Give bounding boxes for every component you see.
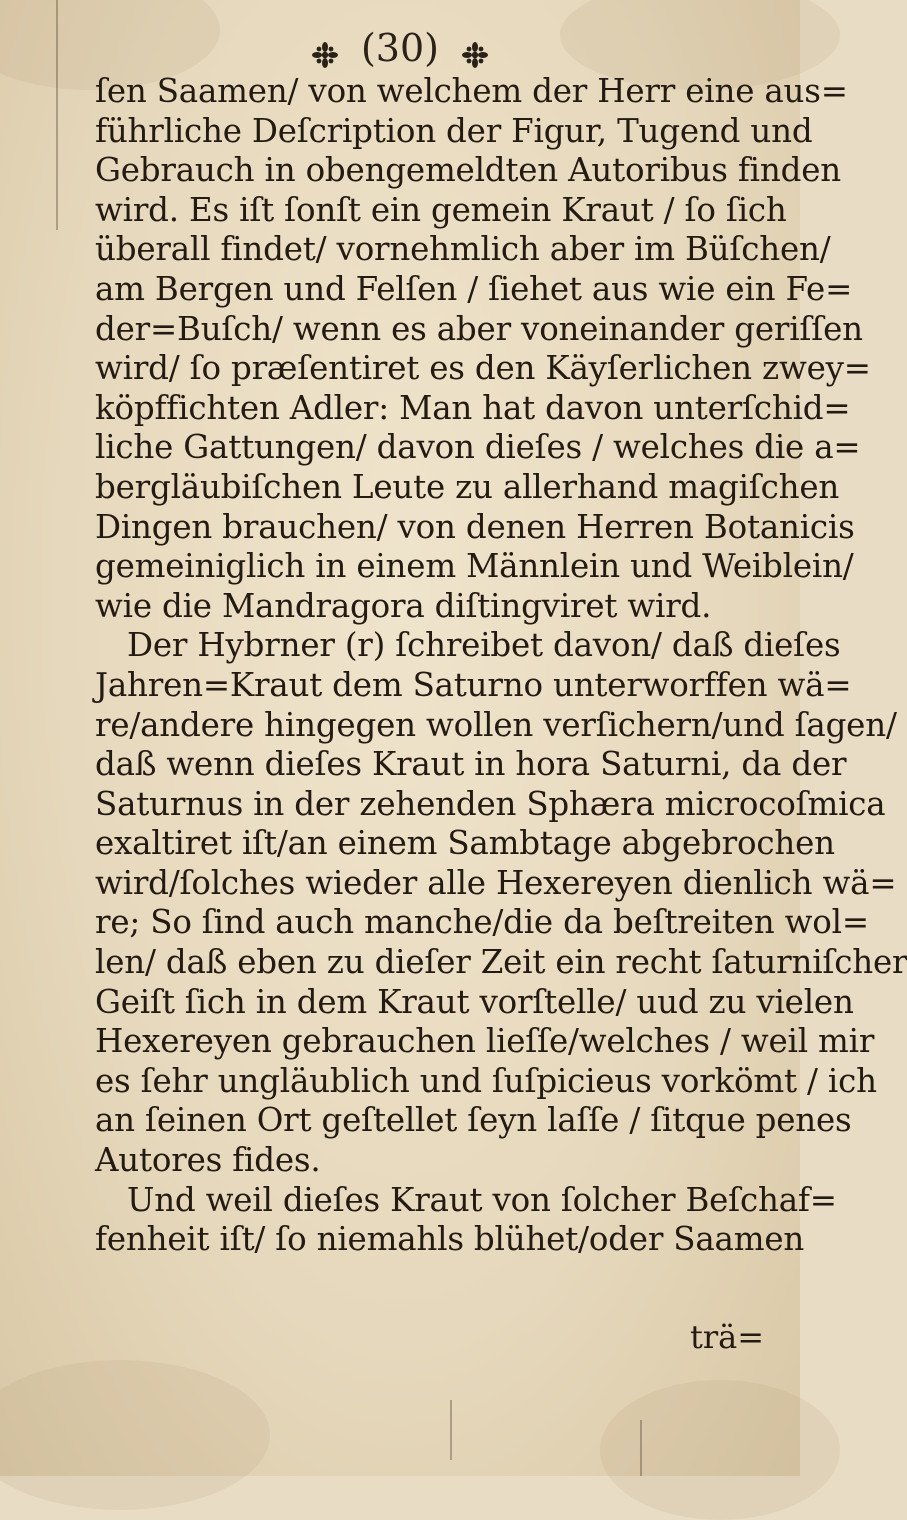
text-line: Geiſt ſich in dem Kraut vorſtelle/ uud zu vielen — [95, 982, 854, 1021]
text-line: re/andere hingegen wollen verſichern/und ſagen/ — [95, 705, 897, 744]
text-line: daß wenn dieſes Kraut in hora Saturni, da der — [95, 745, 847, 784]
text-line: am Bergen und Felſen / ſiehet aus wie ein Fe= — [95, 269, 853, 308]
text-line: len/ daß eben zu dieſer Zeit ein recht ſaturniſcher — [95, 943, 907, 982]
text-line: wird/ſolches wieder alle Hexereyen dienlich wä= — [95, 863, 897, 902]
page-edge-mark — [450, 1400, 452, 1460]
text-line: wird. Es iſt ſonſt ein gemein Kraut / ſo ſich — [95, 190, 787, 229]
text-line: Gebrauch in obengemeldten Autoribus finden — [95, 151, 841, 190]
paper-stain — [600, 1380, 840, 1520]
flower-ornament-icon — [461, 34, 489, 62]
text-line: bergläubiſchen Leute zu allerhand magiſchen — [95, 467, 840, 506]
text-line: fenheit iſt/ ſo niemahls blühet/oder Saamen — [95, 1220, 805, 1259]
text-line: Autores fides. — [95, 1141, 321, 1180]
paper-stain — [0, 1360, 270, 1510]
text-line: gemeiniglich in einem Männlein und Weiblein/ — [95, 547, 854, 586]
text-line: Saturnus in der zehenden Sphæra microcoſmica — [95, 784, 886, 823]
text-line: überall findet/ vornehmlich aber im Büſchen/ — [95, 230, 831, 269]
text-line: Jahren=Kraut dem Saturno unterworffen wä= — [95, 665, 852, 704]
paragraph-start-line: Und weil dieſes Kraut von ſolcher Beſchaf= — [127, 1180, 837, 1219]
text-line: ſen Saamen/ von welchem der Herr eine aus= — [95, 72, 848, 110]
page-number: (30) — [360, 25, 439, 70]
text-line: Hexereyen gebrauchen lieſſe/welches / weil mir — [95, 1022, 875, 1061]
text-line: es ſehr ungläublich und ſuſpicieus vorkömt / ich — [95, 1061, 877, 1100]
text-line: führliche Deſcription der Figur, Tugend und — [95, 111, 813, 150]
paragraph-start-line: Der Hybrner (r) ſchreibet davon/ daß dieſes — [127, 626, 841, 665]
text-line: re; So ſind auch manche/die da beſtreiten wol= — [95, 903, 869, 942]
text-line: köpffichten Adler: Man hat davon unterſchid= — [95, 388, 851, 427]
body-text — [95, 72, 907, 1260]
text-line: der=Buſch/ wenn es aber voneinander geriſſen — [95, 309, 863, 348]
text-line: an ſeinen Ort geſtellet ſeyn laſſe / ſitque penes — [95, 1101, 852, 1140]
text-line: liche Gattungen/ davon dieſes / welches die a= — [95, 428, 861, 467]
page-edge-mark — [640, 1420, 642, 1476]
catchword: trä= — [690, 1318, 765, 1356]
text-line: wird/ ſo præſentiret es den Käyſerlichen zwey= — [95, 349, 871, 388]
page-header — [0, 22, 800, 70]
flower-ornament-icon — [311, 34, 339, 62]
text-line: exaltiret iſt/an einem Sambtage abgebrochen — [95, 824, 835, 863]
text-line: wie die Mandragora diſtingviret wird. — [95, 586, 712, 625]
text-line: Dingen brauchen/ von denen Herren Botanicis — [95, 507, 855, 546]
